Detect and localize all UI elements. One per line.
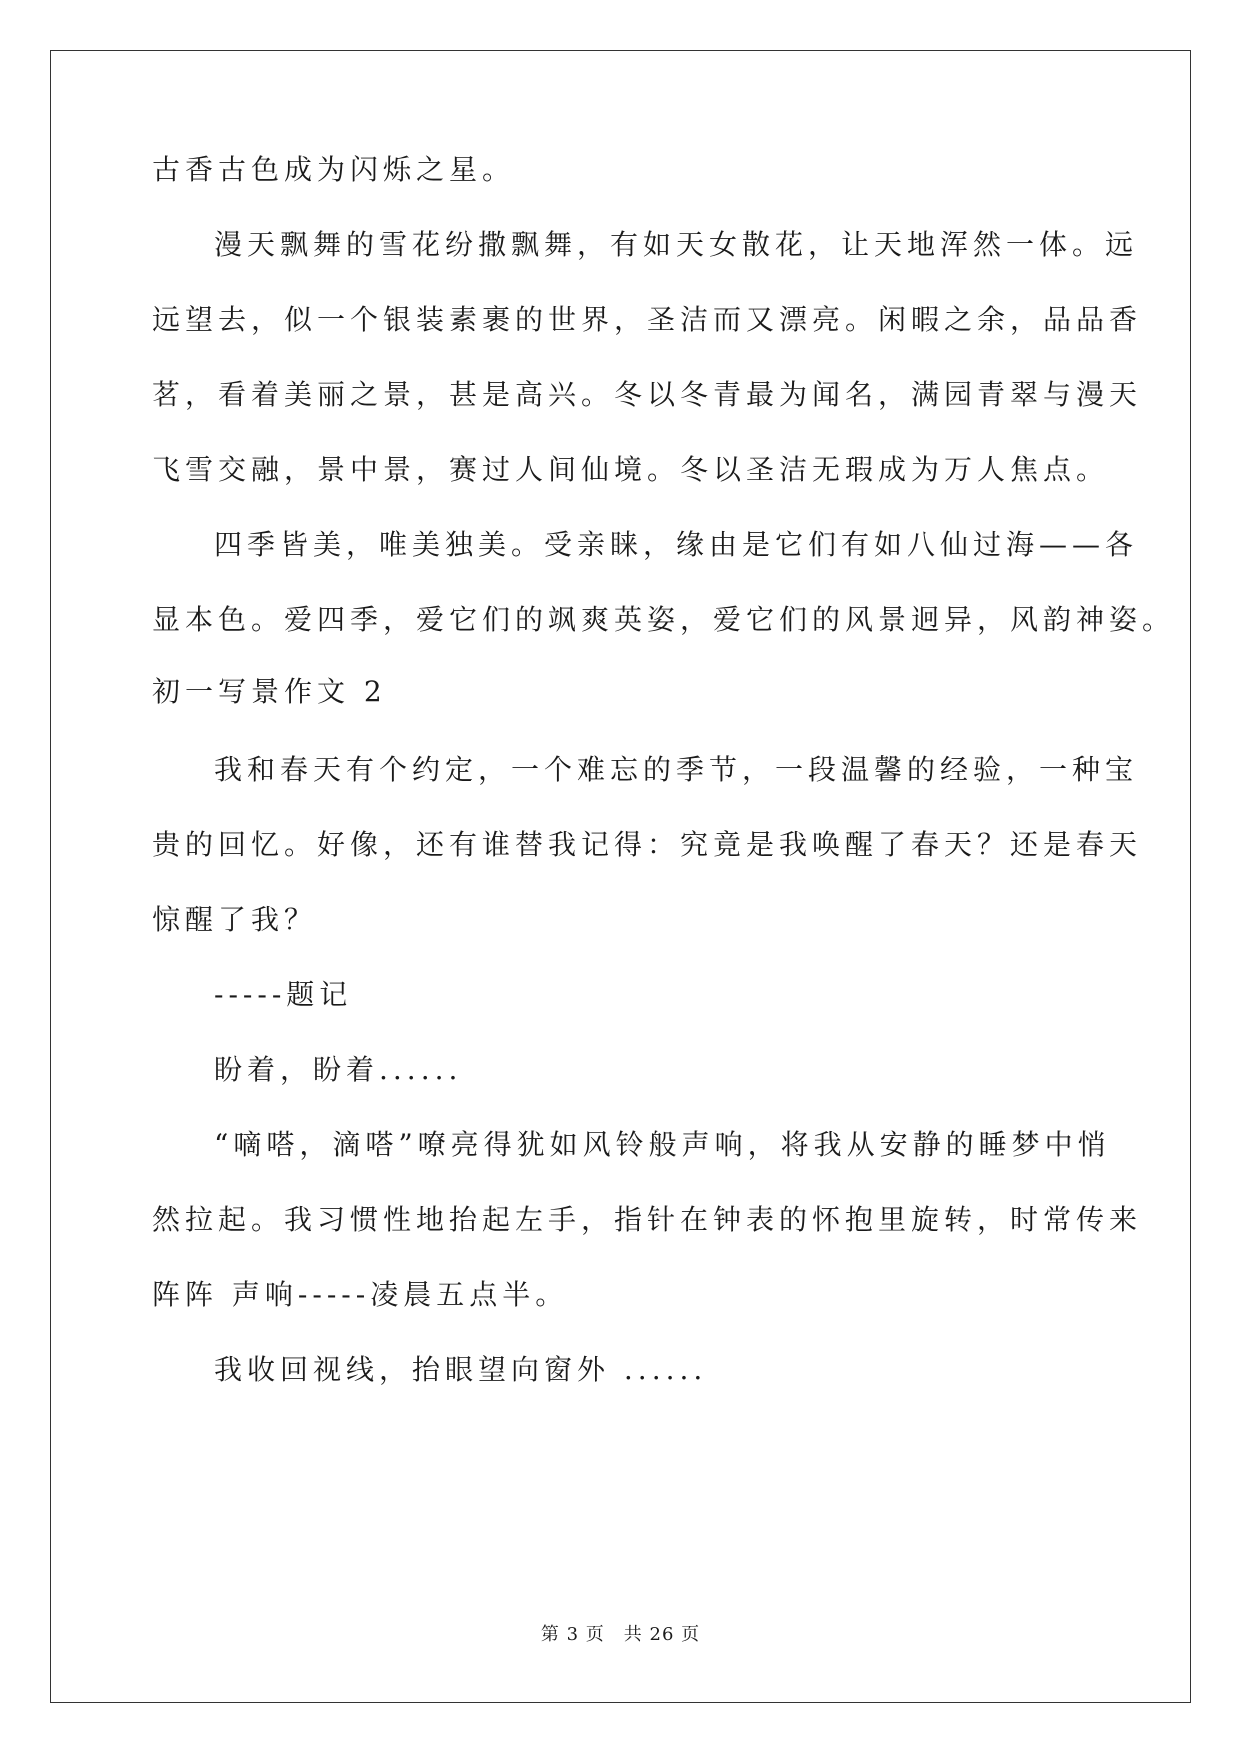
text-line: 茗，看着美丽之景，甚是高兴。冬以冬青最为闻名，满园青翠与漫天: [152, 378, 1143, 411]
text-line: 四季皆美，唯美独美。受亲睐，缘由是它们有如八仙过海——各: [214, 528, 1139, 561]
text-line: 远望去，似一个银装素裹的世界，圣洁而又漂亮。闲暇之余，品品香: [152, 303, 1143, 336]
text-line: 然拉起。我习惯性地抬起左手，指针在钟表的怀抱里旋转，时常传来: [152, 1203, 1143, 1236]
text-line: 古香古色成为闪烁之星。: [152, 153, 516, 186]
text-line: 漫天飘舞的雪花纷撒飘舞，有如天女散花，让天地浑然一体。远: [214, 228, 1139, 261]
text-line: 飞雪交融，景中景，赛过人间仙境。冬以圣洁无瑕成为万人焦点。: [152, 453, 1110, 486]
text-line: 阵阵 声响-----凌晨五点半。: [152, 1278, 569, 1311]
text-line: 贵的回忆。好像，还有谁替我记得：究竟是我唤醒了春天？还是春天: [152, 828, 1143, 861]
text-line: 惊醒了我？: [152, 903, 318, 936]
text-line: 盼着，盼着......: [214, 1053, 463, 1086]
text-line: 显本色。爱四季，爱它们的飒爽英姿，爱它们的风景迥异，风韵神姿。: [152, 603, 1176, 636]
text-line: -----题记: [214, 978, 353, 1011]
page-frame: [50, 50, 1191, 1703]
text-line: “嘀嗒，滴嗒”嘹亮得犹如风铃般声响，将我从安静的睡梦中悄: [214, 1128, 1111, 1161]
text-line: 我收回视线，抬眼望向窗外 ......: [214, 1353, 708, 1386]
text-line: 我和春天有个约定，一个难忘的季节，一段温馨的经验，一种宝: [214, 753, 1139, 786]
section-heading: 初一写景作文 2: [152, 675, 387, 708]
page-number: 第 3 页 共 26 页: [540, 1624, 701, 1645]
